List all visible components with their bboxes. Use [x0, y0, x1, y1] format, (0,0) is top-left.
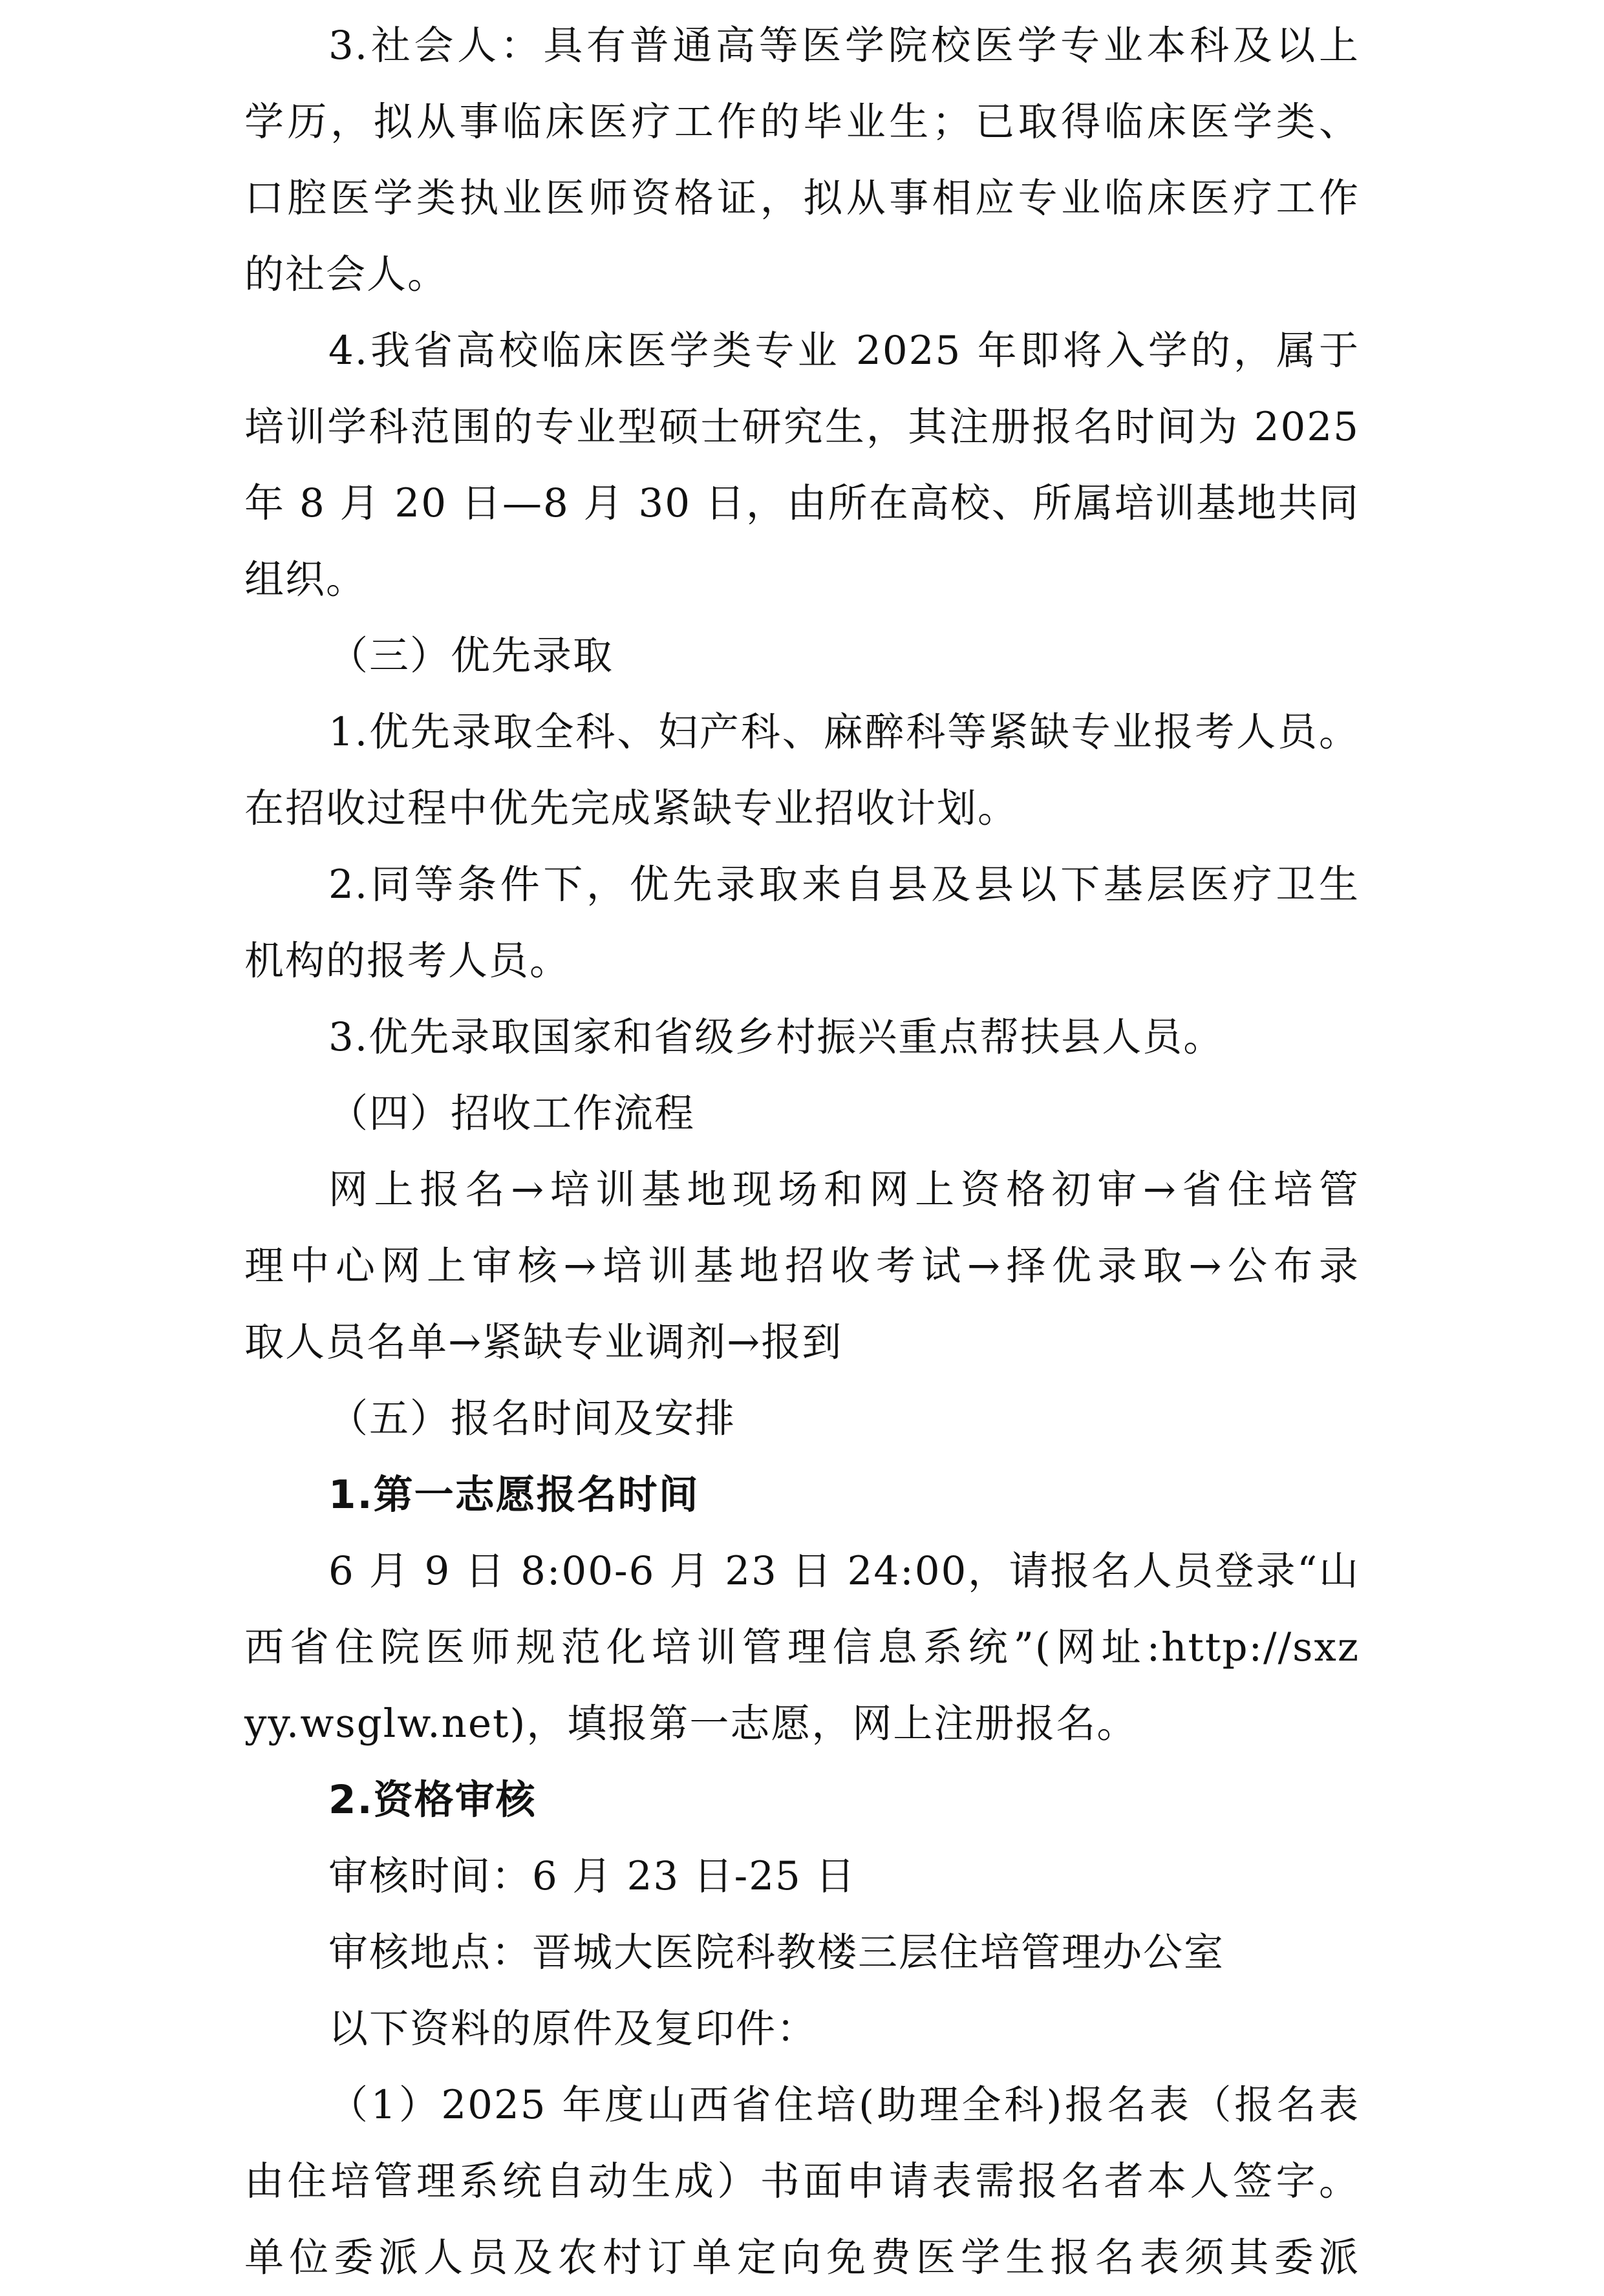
- paragraph-line: 机构的报考人员。: [244, 938, 571, 984]
- section-heading: （五）报名时间及安排: [328, 1396, 736, 1441]
- paragraph-line: 的社会人。: [244, 251, 449, 297]
- paragraph-line: 由住培管理系统自动生成）书面申请表需报名者本人签字。: [244, 2158, 1360, 2204]
- paragraph-line: 网上报名→培训基地现场和网上资格初审→省住培管: [328, 1167, 1360, 1213]
- paragraph-line: 培训学科范围的专业型硕士研究生，其注册报名时间为 2025: [244, 404, 1360, 450]
- paragraph-line: 组织。: [244, 557, 367, 602]
- section-heading: （四）招收工作流程: [328, 1090, 696, 1136]
- paragraph-line: 理中心网上审核→培训基地招收考试→择优录取→公布录: [244, 1243, 1360, 1289]
- paragraph-line: 3.社会人：具有普通高等医学院校医学专业本科及以上: [328, 23, 1360, 69]
- paragraph-line: （1）2025 年度山西省住培(助理全科)报名表（报名表: [328, 2082, 1360, 2128]
- paragraph-line: 在招收过程中优先完成紧缺专业招收计划。: [244, 785, 1019, 831]
- paragraph-line: 1.优先录取全科、妇产科、麻醉科等紧缺专业报考人员。: [328, 709, 1360, 755]
- paragraph-line: 3.优先录取国家和省级乡村振兴重点帮扶县人员。: [328, 1014, 1224, 1060]
- section-heading: （三）优先录取: [328, 633, 614, 679]
- paragraph-line: 6 月 9 日 8:00-6 月 23 日 24:00，请报名人员登录“山: [328, 1548, 1360, 1594]
- paragraph-line: yy.wsglw.net)，填报第一志愿，网上注册报名。: [244, 1701, 1138, 1747]
- subsection-heading: 2.资格审核: [328, 1777, 537, 1823]
- paragraph-line: 4.我省高校临床医学类专业 2025 年即将入学的，属于: [328, 328, 1360, 374]
- paragraph-line: 以下资料的原件及复印件：: [328, 2006, 818, 2052]
- paragraph-line: 学历，拟从事临床医疗工作的毕业生；已取得临床医学类、: [244, 99, 1360, 145]
- paragraph-line: 口腔医学类执业医师资格证，拟从事相应专业临床医疗工作: [244, 175, 1360, 221]
- paragraph-line: 西省住院医师规范化培训管理信息系统”(网址:http://sxz: [244, 1624, 1360, 1670]
- paragraph-line: 审核地点：晋城大医院科教楼三层住培管理办公室: [328, 1929, 1225, 1975]
- paragraph-line: 年 8 月 20 日—8 月 30 日，由所在高校、所属培训基地共同: [244, 480, 1360, 526]
- paragraph-line: 单位委派人员及农村订单定向免费医学生报名表须其委派: [244, 2235, 1360, 2280]
- subsection-heading: 1.第一志愿报名时间: [328, 1472, 700, 1518]
- paragraph-line: 审核时间：6 月 23 日-25 日: [328, 1853, 857, 1899]
- paragraph-line: 2.同等条件下，优先录取来自县及县以下基层医疗卫生: [328, 862, 1360, 908]
- paragraph-line: 取人员名单→紧缺专业调剂→报到: [244, 1319, 843, 1365]
